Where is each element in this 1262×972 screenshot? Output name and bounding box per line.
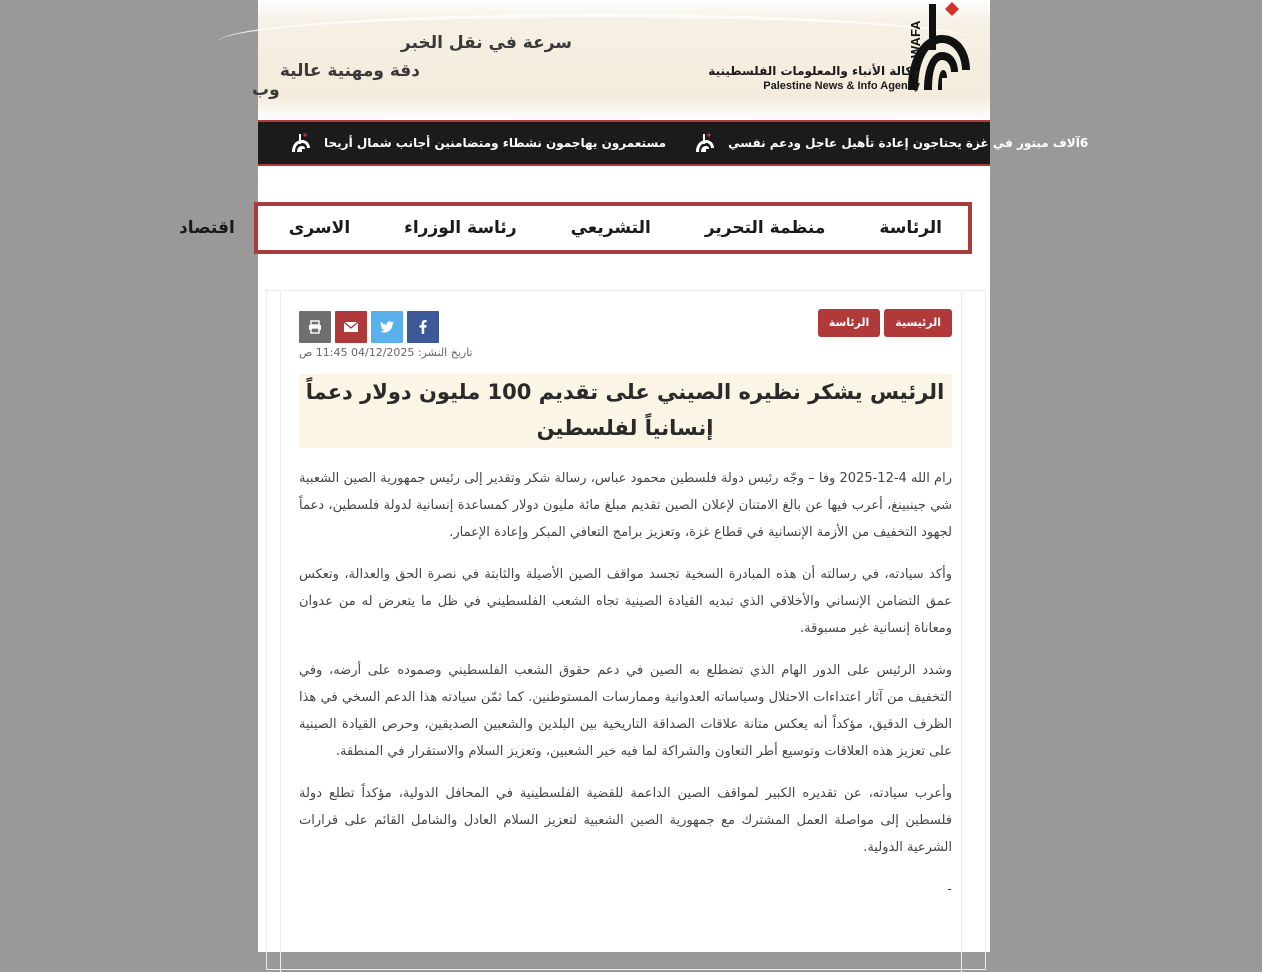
article-end-mark: -: [947, 882, 952, 897]
tag-presidency[interactable]: الرئاسة: [818, 309, 881, 337]
article-paragraph: رام الله 4-12-2025 وفا – وجّه رئيس دولة فلسطين محمود عباس، رسالة شكر وتقدير إلى رئيس جمهورية الصين الشعبية شي جينبينغ، أعرب فيها عن بالغ الامتنان لإعلان الصين تقديم مبلغ مائة مليون دولار كمساعدة إنسانية لدولة فلسطين، دعماً لجهود التخفيف من الأزمة الإنسانية في قطاع غزة، وتعزيز برامج التعافي المبكر وإعادة الإعمار.: [299, 471, 952, 540]
article-tags: [818, 309, 952, 337]
envelope-icon: [344, 321, 358, 333]
logo-english-name: Palestine News & Info Agency: [763, 80, 920, 92]
nav-list: [125, 206, 942, 250]
email-share-button[interactable]: [335, 311, 367, 343]
nav-item-prime-minister[interactable]: رئاسة الوزراء: [404, 218, 517, 238]
nav-item-presidency[interactable]: الرئاسة: [879, 218, 942, 238]
news-ticker: [258, 120, 1089, 166]
facebook-icon: [419, 320, 427, 334]
wafa-logo[interactable]: [708, 0, 972, 100]
wafa-logo-latin: WAFA: [908, 20, 923, 58]
print-icon: [308, 320, 322, 334]
share-buttons: [299, 311, 439, 343]
ticker-headline[interactable]: مستعمرون يهاجمون نشطاء ومتضامنين أجانب شمال أريحا: [324, 136, 667, 150]
ticker-item: [666, 133, 1080, 153]
print-button[interactable]: [299, 311, 331, 343]
ticker-headline-cut[interactable]: 6: [1079, 136, 1089, 150]
nav-item-plo[interactable]: منظمة التحرير: [704, 218, 826, 238]
publish-date-label: تاريخ النشر:: [417, 346, 473, 359]
twitter-icon: [380, 321, 394, 333]
nav-item-economy[interactable]: اقتصاد: [179, 218, 235, 238]
wafa-logo-icon: [694, 133, 716, 153]
ticker-item: [262, 133, 666, 153]
tag-home[interactable]: الرئيسية: [884, 309, 952, 337]
publish-date: [299, 346, 599, 359]
headline-box: [299, 374, 952, 448]
article-paragraph: وأعرب سيادته، عن تقديره الكبير لمواقف الصين الداعمة للقضية الفلسطينية في المحافل الدولية، مؤكداً تطلع دولة فلسطين إلى مواصلة العمل المشترك مع جمهورية الصين الشعبية لتعزيز السلام العادل والشامل القائم على قرارات الشرعية الدولية.: [299, 786, 952, 855]
ticker-item: [1080, 136, 1088, 150]
publish-date-value: 04/12/2025 11:45 ص: [299, 346, 415, 359]
article-paragraph: وشدد الرئيس على الدور الهام الذي تضطلع به الصين في دعم حقوق الشعب الفلسطيني وصموده على أرضه، وفي التخفيف من آثار اعتداءات الاحتلال وسياساته العدوانية وممارسات المستوطنين. كما ثمّن سيادته هذا الدعم السخي في هذا الظرف الدقيق، مؤكداً أنه يعكس متانة علاقات الصداقة التاريخية بين البلدين والشعبين الصديقين، وحرص القيادة الصينية على تعزيز هذه العلاقات وتوسيع أطر التعاون والشراكة لما فيه خير الشعبين، وتعزيز السلام والاستقرار في المنطقة.: [299, 663, 952, 759]
article-title: الرئيس يشكر نظيره الصيني على تقديم 100 مليون دولار دعماً إنسانياً لفلسطين: [305, 380, 945, 440]
nav-item-legislative[interactable]: التشريعي: [570, 218, 651, 238]
page: [179, 0, 1089, 952]
slogan-accuracy: دقة ومهنية عالية: [279, 61, 420, 81]
wafa-logo-icon: [290, 133, 312, 153]
slogan-speed: سرعة في نقل الخبر: [400, 33, 572, 53]
ticker-headline[interactable]: آلاف مبتور في غزة يحتاجون إعادة تأهيل عاجل ودعم نفسي: [728, 136, 1080, 150]
article-body: [299, 465, 952, 903]
ticker-track: [262, 122, 1088, 164]
facebook-share-button[interactable]: [407, 311, 439, 343]
twitter-share-button[interactable]: [371, 311, 403, 343]
main-nav: [179, 202, 972, 254]
header-banner: [252, 0, 990, 120]
article-paragraph: وأكد سيادته، في رسالته أن هذه المبادرة السخية تجسد مواقف الصين الأصيلة والثابتة في نصرة الحق والعدالة، وتعكس عمق التضامن الإنساني والأخلاقي الذي تبديه القيادة الصينية تجاه الشعب الفلسطيني في ظل ما يتعرض له من عدوان ومعاناة إنسانية غير مسبوقة.: [299, 567, 952, 636]
logo-arabic-name: وكالة الأنباء والمعلومات الفلسطينية: [708, 64, 920, 78]
slogan-cut: وب: [252, 80, 280, 100]
nav-item-prisoners[interactable]: الاسرى: [288, 218, 351, 238]
